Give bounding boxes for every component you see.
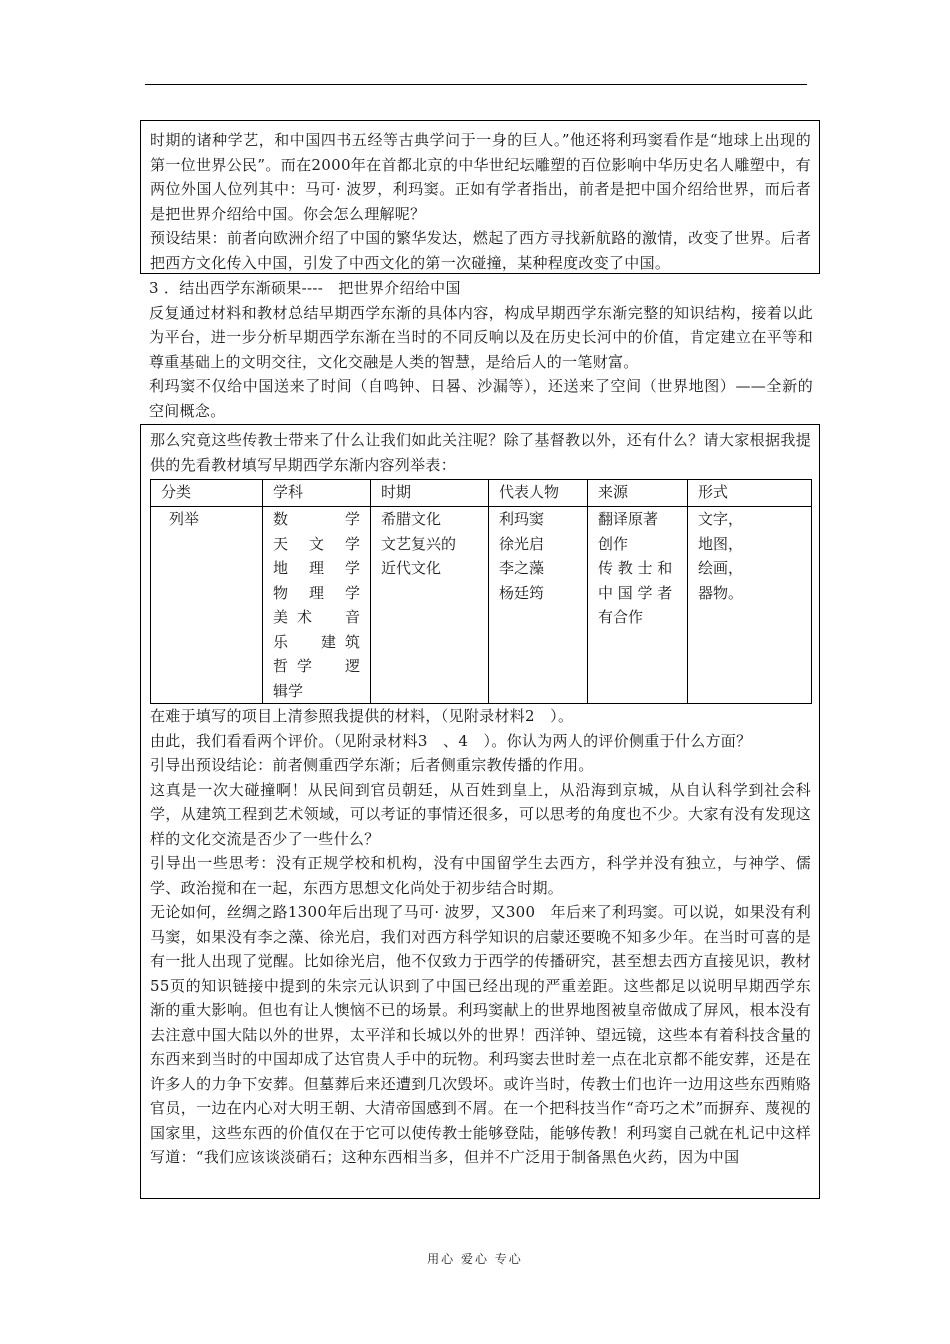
source-line: 有合作 (598, 608, 644, 626)
source-line: 翻译原著 (598, 510, 659, 528)
figure-line: 利玛窦 (499, 510, 545, 528)
form-line: 器物。 (698, 583, 744, 602)
section-3-paragraph-1: 反复通过材料和教材总结早期西学东渐的具体内容，构成早期西学东渐完整的知识结构，接着以此为平台，进一步分析早期西学东渐在当时的不同反响以及在历史长河中的价值，肯定建立在平等和尊重基础上的文明交往，文化交融是人类的智慧，是给后人的一笔财富。 (149, 303, 813, 371)
cell-subjects (263, 507, 371, 704)
table-intro: 那么究竟这些传教士带来了什么让我们如此关注呢？除了基督教以外，还有什么？请大家根据我提供的先看教材填写早期西学东渐内容列举表： (150, 431, 811, 474)
cell-figures (489, 507, 588, 704)
period-line: 近代文化 (381, 559, 442, 577)
subject-line: 地 理 学 (273, 559, 360, 577)
box2-paragraph-4: 这真是一次大碰撞啊！从民间到官员朝廷，从百姓到皇上，从沿海到京城，从自认科学到社会科学，从建筑工程到艺术领域，可以考证的事情还很多，可以思考的角度也不少。大家有没有发现这样的文化交流是否少了一些什么？ (150, 780, 811, 848)
source-line: 传 教 士 和 (598, 559, 673, 577)
source-line: 创作 (598, 534, 629, 553)
source-line: 中 国 学 者 (598, 583, 673, 602)
subject-line: 数 学 (273, 510, 360, 528)
subject-line: 哲学 逻 (273, 657, 360, 675)
header-category: 分类 (151, 480, 263, 507)
subject-line: 物 理 学 (273, 583, 360, 602)
box2-paragraph-3: 引导出预设结论：前者侧重西学东渐；后者侧重宗教传播的作用。 (150, 756, 594, 774)
box2-paragraph-6: 无论如何，丝绸之路1300年后出现了马可· 波罗，又300 年后来了利玛窦。可以说，如果没有利马窦，如果没有李之藻、徐光启，我们对西方科学知识的启蒙还要晚不知多少年。在当时可喜的是有一批人出现了觉醒。比如徐光启，他不仅致力于西学的传播研究，甚至想去西方直接见识，教材55页的知识链接中提到的朱宗元认识到了中国已经出现的严重差距。这些都足以说明早期西学东渐的重大影响。但也有让人懊恼不已的场景。利玛窦献上的世界地图被皇帝做成了屏风，根本没有去注意中国大陆以外的世界，太平洋和长城以外的世界！西洋钟、望远镜，这些本有着科技含量的东西来到当时的中国却成了达官贵人手中的玩物。利玛窦去世时差一点在北京都不能安葬，还是在许多人的力争下安葬。但墓葬后来还遭到几次毁坏。或许当时，传教士们也许一边用这些东西贿赂官员，一边在内心对大明王朝、大清帝国感到不屑。在一个把科技当作“奇巧之术”而摒弃、蔑视的国家里，这些东西的价值仅在于它可以使传教士能够登陆，能够传教！利玛窦自己就在札记中这样写道：“我们应该谈淡硝石；这种东西相当多，但并不广泛用于制备黑色火药，因为中国 (150, 903, 811, 1166)
period-line: 希腊文化 (381, 510, 442, 528)
subject-line: 美术 音 (273, 608, 360, 626)
figure-line: 李之藻 (499, 559, 545, 577)
section-3 (149, 276, 813, 423)
form-line: 地图， (698, 534, 744, 553)
header-subject: 学科 (263, 480, 371, 507)
form-line: 文字， (698, 510, 744, 528)
page-footer: 用心 爱心 专心 (427, 1252, 523, 1266)
subject-line: 辑学 (273, 681, 304, 700)
box2-paragraph-5: 引导出一些思考：没有正规学校和机构，没有中国留学生去西方，科学并没有独立，与神学、儒学、政治搅和在一起，东西方思想文化尚处于初步结合时期。 (150, 854, 811, 897)
subject-line: 天 文 学 (273, 534, 360, 553)
header-figures: 代表人物 (489, 480, 588, 507)
box2-paragraph-1: 在难于填写的项目上清参照我提供的材料，（见附录材料2 ）。 (150, 707, 574, 725)
header-rule (145, 84, 807, 85)
table-row (151, 507, 812, 704)
subject-line: 乐 建筑 (273, 632, 360, 651)
text-box-upper (140, 120, 820, 274)
header-source: 来源 (588, 480, 688, 507)
west-learning-table (150, 479, 812, 704)
cell-category: 列举 (151, 507, 263, 704)
form-line: 绘画， (698, 559, 744, 577)
figure-line: 杨廷筠 (499, 583, 545, 602)
figure-line: 徐光启 (499, 534, 545, 553)
text-box-lower (140, 424, 820, 1199)
box2-paragraph-2: 由此，我们看看两个评价。（见附录材料3 、4 ）。你认为两人的评价侧重于什么方面？ (150, 731, 752, 750)
header-period: 时期 (371, 480, 489, 507)
period-line: 文艺复兴的 (381, 534, 457, 553)
cell-sources (588, 507, 688, 704)
box1-paragraph-1: 时期的诸种学艺，和中国四书五经等古典学问于一身的巨人。”他还将利玛窦看作是“地球上出现的第一位世界公民”。而在2000年在首都北京的中华世纪坛雕塑的百位影响中华历史名人雕塑中，有两位外国人位列其中：马可· 波罗，利玛窦。正如有学者指出，前者是把中国介绍给世界，而后者是把世界介绍给中国。你会怎么理解呢？ (150, 131, 811, 223)
header-form: 形式 (688, 480, 812, 507)
cell-forms (688, 507, 812, 704)
box1-paragraph-2: 预设结果：前者向欧洲介绍了中国的繁华发达，燃起了西方寻找新航路的激情，改变了世界。后者把西方文化传入中国，引发了中西文化的第一次碰撞，某种程度改变了中国。 (150, 229, 811, 272)
section-3-heading: 3 ．结出西学东渐硕果---- 把世界介绍给中国 (149, 279, 461, 297)
cell-periods (371, 507, 489, 704)
section-3-paragraph-2: 利玛窦不仅给中国送来了时间（自鸣钟、日晷、沙漏等），还送来了空间（世界地图）——全新的空间概念。 (149, 377, 813, 420)
table-header-row (151, 480, 812, 507)
